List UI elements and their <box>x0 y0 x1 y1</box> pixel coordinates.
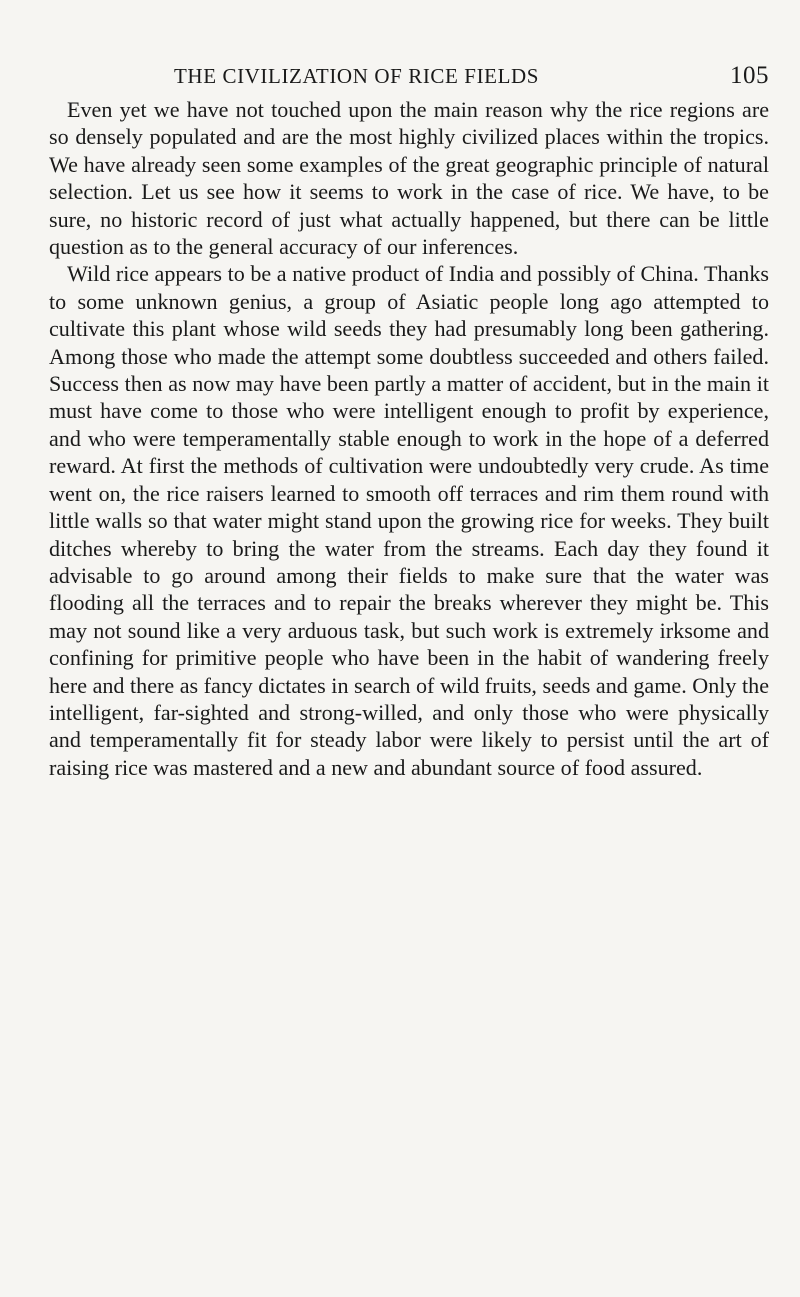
page-number: 105 <box>730 62 769 89</box>
running-head <box>49 56 769 96</box>
book-page <box>49 56 769 781</box>
paragraph: Even yet we have not touched upon the main reason why the rice regions are so densely populated and are the most highly civilized places within the tropics. We have already seen some examples of the great geographic principle of natural selection. Let us see how it seems to work in the case of rice. We have, to be sure, no historic record of just what actually happened, but there can be little question as to the general accuracy of our inferences. <box>49 97 769 260</box>
paragraph: Wild rice appears to be a native product of India and possibly of China. Thanks to some unknown genius, a group of Asiatic people long ago attempted to cultivate this plant whose wild seeds they had presumably long been gathering. Among those who made the attempt some doubtless succeeded and others failed. Success then as now may have been partly a matter of accident, but in the main it must have come to those who were intelligent enough to profit by experience, and who were temperamentally stable enough to work in the hope of a deferred reward. At first the methods of cultivation were undoubtedly very crude. As time went on, the rice raisers learned to smooth off terraces and rim them round with little walls so that water might stand upon the growing rice for weeks. They built ditches whereby to bring the water from the streams. Each day they found it advisable to go around among their fields to make sure that the water was flooding all the terraces and to repair the breaks wherever they might be. This may not sound like a very arduous task, but such work is extremely irksome and confining for primitive people who have been in the habit of wandering freely here and there as fancy dictates in search of wild fruits, seeds and game. Only the intelligent, far-sighted and strong-willed, and only those who were physically and temperamentally fit for steady labor were likely to persist until the art of raising rice was mastered and a new and abundant source of food assured. <box>49 261 769 780</box>
body-text <box>49 96 769 781</box>
running-title: THE CIVILIZATION OF RICE FIELDS <box>174 64 540 88</box>
